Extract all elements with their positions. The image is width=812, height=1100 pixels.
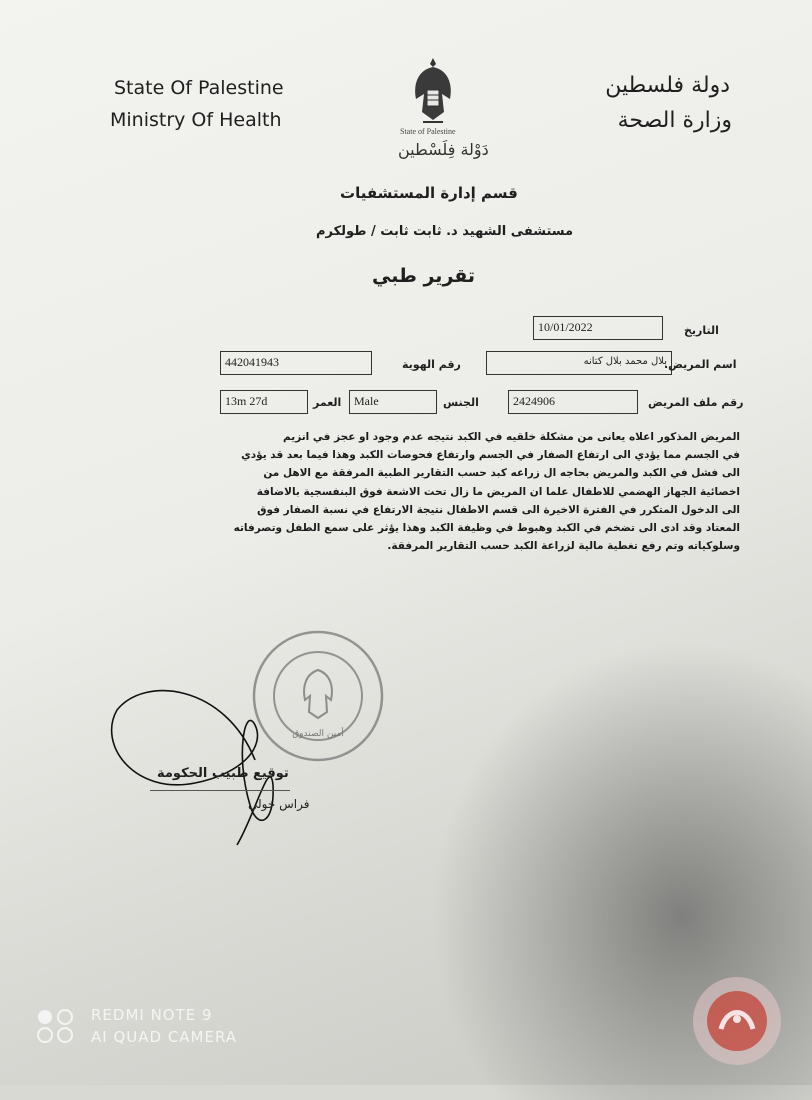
id-number-field: 442041943 xyxy=(220,351,372,375)
camera-watermark xyxy=(60,1004,237,1048)
age-label: العمر xyxy=(313,396,342,409)
header-en-state: State Of Palestine xyxy=(114,77,284,99)
report-line: وسلوكياته وتم رفع تغطية مالية لزراعة الكبد حسب التقارير المرفقة. xyxy=(387,540,740,553)
file-number-label: رقم ملف المريض xyxy=(648,396,744,409)
patient-name-label: اسم المريض. xyxy=(664,358,737,371)
emblem-caption-ar: دَوْلة فِلَسْطين xyxy=(398,140,489,159)
handwritten-signature xyxy=(105,665,320,855)
report-line: المعتاد وقد ادى الى تضخم في الكبد وهبوط في وظيفة الكبد وهذا يؤثر على سمع الطفل وتصرفاته xyxy=(233,522,740,535)
header-ar-ministry: وزارة الصحة xyxy=(617,108,732,133)
report-body xyxy=(214,428,740,555)
report-line: الى الدخول المتكرر في الفترة الاخيرة الى قسم الاطفال نتيجة الارتفاع في نسبة الصفار فوق xyxy=(257,503,740,516)
maan-logo-icon xyxy=(693,977,781,1065)
signature-line xyxy=(150,790,290,791)
emblem-caption-en: State of Palestine xyxy=(400,127,456,136)
date-field: 10/01/2022 xyxy=(533,316,663,340)
header-ar-state: دولة فلسطين xyxy=(605,73,730,98)
sex-field: Male xyxy=(349,390,437,414)
signature-label: توقيع طبيب الحكومة xyxy=(157,766,289,781)
report-line: اخصائية الجهاز الهضمي للاطفال علما ان المريض ما زال تحت الاشعة فوق البنفسجية بالاضافة xyxy=(256,485,740,498)
file-number-field: 2424906 xyxy=(508,390,638,414)
report-title: تقرير طبي xyxy=(372,265,476,287)
report-line: في الجسم مما يؤدي الى ارتفاع الصفار في الجسم وارتفاع فحوصات الكبد وهذا فيما بعد قد يؤدي xyxy=(241,449,740,462)
hospital-name: مستشفى الشهيد د. ثابت ثابت / طولكرم xyxy=(316,224,574,239)
report-line: المريض المذكور اعلاه يعانى من مشكلة خلقيه في الكبد نتيجه عدم وجود او عجز في انزيم xyxy=(283,431,740,443)
svg-text:أمين الصندوق: أمين الصندوق xyxy=(292,729,344,739)
age-field: 13m 27d xyxy=(220,390,308,414)
doctor-name: فراس خولي xyxy=(248,797,310,811)
department-title: قسم إدارة المستشفيات xyxy=(340,184,518,202)
watermark-line2: AI QUAD CAMERA xyxy=(91,1028,238,1046)
sex-label: الجنس xyxy=(443,396,479,409)
watermark-line1: REDMI NOTE 9 xyxy=(91,1006,213,1024)
patient-name-field: بلال محمد بلال كتانه xyxy=(486,351,672,375)
palestine-eagle-emblem xyxy=(408,54,458,130)
header-en-ministry: Ministry Of Health xyxy=(110,109,282,131)
id-number-label: رقم الهوية xyxy=(402,358,461,371)
date-label: التاريخ xyxy=(684,324,719,337)
report-line: الى فشل في الكبد والمريض بحاجه ال زراعه كبد حسب التقارير الطبية المرفقة مع الاهل من xyxy=(263,467,740,480)
